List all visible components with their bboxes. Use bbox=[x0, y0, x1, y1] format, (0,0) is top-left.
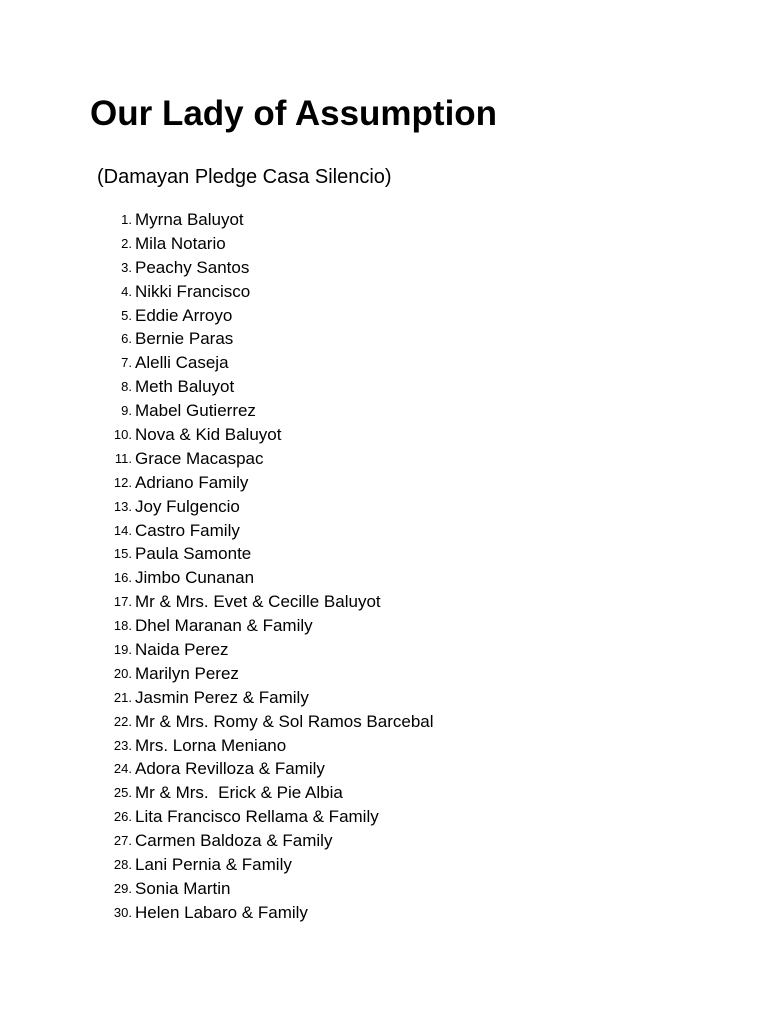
list-item-number: 10. bbox=[113, 427, 132, 443]
list-item-name: Mr & Mrs. Erick & Pie Albia bbox=[135, 783, 343, 803]
list-item-name: Eddie Arroyo bbox=[135, 305, 233, 325]
list-item bbox=[0, 805, 768, 829]
list-item bbox=[0, 734, 768, 758]
list-item-number: 1. bbox=[121, 212, 132, 227]
list-item-number: 15. bbox=[113, 546, 132, 562]
list-item bbox=[0, 662, 768, 686]
list-item-name: Lani Pernia & Family bbox=[135, 855, 292, 875]
list-item-name: Adriano Family bbox=[135, 472, 249, 492]
list-item-number: 8. bbox=[121, 379, 132, 395]
list-item-name: Mila Notario bbox=[135, 233, 226, 253]
list-item bbox=[0, 853, 768, 877]
list-item-number: 22. bbox=[113, 713, 132, 729]
list-item bbox=[0, 710, 768, 734]
list-item bbox=[0, 304, 768, 328]
list-item-name: Bernie Paras bbox=[135, 329, 234, 349]
list-item bbox=[0, 495, 768, 519]
list-item-name: Grace Macaspac bbox=[135, 448, 264, 468]
list-item-number: 14. bbox=[113, 522, 132, 538]
list-item-number: 27. bbox=[113, 833, 132, 849]
list-item bbox=[0, 423, 768, 447]
list-item-name: Mabel Gutierrez bbox=[135, 401, 256, 421]
list-item-number: 23. bbox=[113, 737, 132, 753]
list-item bbox=[0, 375, 768, 399]
list-item-name: Castro Family bbox=[135, 520, 240, 540]
list-item-name: Nova & Kid Baluyot bbox=[135, 425, 282, 445]
list-item-number: 3. bbox=[121, 259, 132, 275]
list-item bbox=[0, 877, 768, 901]
list-item-number: 28. bbox=[113, 857, 132, 873]
list-item-name: Nikki Francisco bbox=[135, 281, 251, 301]
list-item-name: Lita Francisco Rellama & Family bbox=[135, 807, 379, 827]
list-item-name: Myrna Baluyot bbox=[135, 210, 244, 229]
list-item bbox=[0, 519, 768, 543]
list-item-number: 6. bbox=[121, 331, 132, 347]
list-item-number: 13. bbox=[113, 498, 132, 514]
list-item-name: Mr & Mrs. Evet & Cecille Baluyot bbox=[135, 592, 381, 612]
list-item-number: 21. bbox=[113, 689, 132, 705]
list-item bbox=[0, 590, 768, 614]
list-item bbox=[0, 399, 768, 423]
list-item-name: Alelli Caseja bbox=[135, 353, 229, 373]
list-item-number: 9. bbox=[121, 403, 132, 419]
page-title: Our Lady of Assumption bbox=[90, 94, 498, 133]
list-item-number: 4. bbox=[121, 283, 132, 299]
page-subtitle: (Damayan Pledge Casa Silencio) bbox=[97, 166, 392, 188]
list-item-name: Mr & Mrs. Romy & Sol Ramos Barcebal bbox=[135, 711, 434, 731]
list-item-number: 16. bbox=[113, 570, 132, 586]
pledge-list bbox=[0, 208, 768, 925]
list-item-name: Peachy Santos bbox=[135, 257, 250, 277]
list-item-name: Carmen Baldoza & Family bbox=[135, 831, 333, 851]
list-item-number: 25. bbox=[113, 785, 132, 801]
list-item bbox=[0, 638, 768, 662]
list-item bbox=[0, 829, 768, 853]
list-item bbox=[0, 447, 768, 471]
list-item bbox=[0, 901, 768, 925]
list-item-name: Mrs. Lorna Meniano bbox=[135, 735, 287, 755]
list-item-name: Naida Perez bbox=[135, 640, 229, 660]
list-item bbox=[0, 686, 768, 710]
list-item-number: 29. bbox=[113, 880, 132, 896]
list-item-name: Paula Samonte bbox=[135, 544, 252, 564]
list-item-number: 7. bbox=[121, 355, 132, 371]
list-item bbox=[0, 327, 768, 351]
list-item-name: Adora Revilloza & Family bbox=[135, 759, 325, 779]
list-item bbox=[0, 208, 768, 232]
list-item bbox=[0, 280, 768, 304]
list-item bbox=[0, 256, 768, 280]
list-item-name: Meth Baluyot bbox=[135, 377, 235, 397]
list-item-name: Helen Labaro & Family bbox=[135, 902, 308, 922]
list-item-number: 11. bbox=[114, 450, 132, 466]
list-item bbox=[0, 757, 768, 781]
list-item-name: Jimbo Cunanan bbox=[135, 568, 255, 588]
list-item-number: 12. bbox=[113, 474, 132, 490]
list-item-number: 24. bbox=[113, 761, 132, 777]
list-item-number: 2. bbox=[121, 235, 132, 251]
list-item-number: 17. bbox=[113, 594, 132, 610]
list-item-name: Jasmin Perez & Family bbox=[135, 687, 309, 707]
list-item-name: Sonia Martin bbox=[135, 878, 231, 898]
list-item-number: 19. bbox=[113, 642, 132, 658]
list-item bbox=[0, 471, 768, 495]
list-item bbox=[0, 566, 768, 590]
list-item bbox=[0, 542, 768, 566]
list-item bbox=[0, 232, 768, 256]
list-item-number: 5. bbox=[121, 307, 132, 323]
list-item-number: 30. bbox=[113, 904, 132, 920]
list-item-name: Joy Fulgencio bbox=[135, 496, 240, 516]
list-item-name: Marilyn Perez bbox=[135, 663, 239, 683]
list-item-number: 18. bbox=[113, 618, 132, 634]
list-item-number: 20. bbox=[113, 665, 132, 681]
list-item bbox=[0, 351, 768, 375]
list-item bbox=[0, 614, 768, 638]
list-item-name: Dhel Maranan & Family bbox=[135, 616, 313, 636]
list-item bbox=[0, 781, 768, 805]
list-item-number: 26. bbox=[113, 809, 132, 825]
